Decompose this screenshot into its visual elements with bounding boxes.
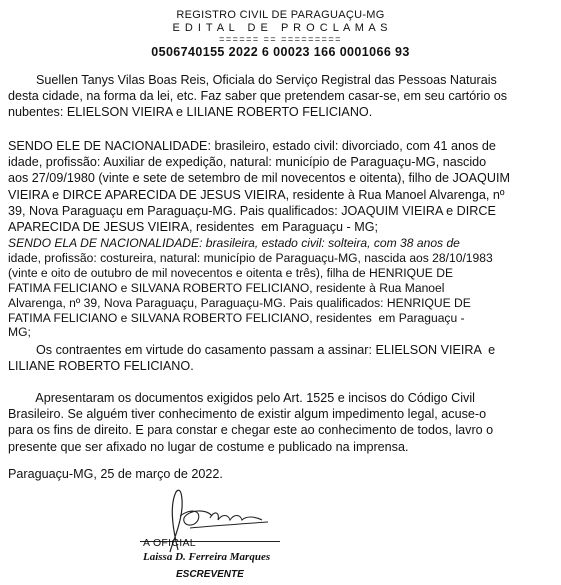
text-line: LILIANE ROBERTO FELICIANO. <box>8 359 194 374</box>
text-line: Suellen Tanys Vilas Boas Reis, Oficiala do Serviço Registral das Pessoas Naturais <box>8 73 497 87</box>
text-line: Alvarenga, nº 39, Nova Paraguaçu, Paraguaçu-MG. Pais qualificados: HENRIQUE DE <box>8 295 471 310</box>
text-line: desta cidade, na forma da lei, etc. Faz saber que pretendem casar-se, em seu cartório os <box>8 89 508 104</box>
text-line: aos 27/09/1980 (vinte e sete de setembro de mil novecentos e oitenta), filho de JOAQUIM <box>8 171 510 186</box>
text-line: SENDO ELA DE NACIONALIDADE: brasileira, estado civil: solteira, com 38 anos de <box>8 236 460 250</box>
text-line: Apresentaram os documentos exigidos pelo Art. 1525 e incisos do Código Civil <box>8 391 475 405</box>
signature-title: ESCREVENTE <box>176 569 244 580</box>
closing-paragraph <box>8 390 552 455</box>
text-line: idade, profissão: costureira, natural: município de Paraguaçu-MG, nascida aos 28/10/1983 <box>8 250 493 265</box>
signature-role: A OFICIAL <box>143 537 196 549</box>
date-line: Paraguaçu-MG, 25 de março de 2022. <box>8 467 223 481</box>
bride-paragraph <box>8 236 552 340</box>
text-line: APARECIDA DE JESUS VIEIRA, residentes em Paraguaçu - MG; <box>8 220 379 235</box>
text-line: MG; <box>8 325 31 340</box>
edital-title: E D I T A L D E P R O C L A M A S <box>172 22 389 34</box>
text-line: SENDO ELE DE NACIONALIDADE: brasileiro, estado civil: divorciado, com 41 anos de <box>8 139 496 153</box>
text-line: FATIMA FELICIANO e SILVANA ROBERTO FELICIANO, residente à Rua Manoel <box>8 280 445 295</box>
registry-title: REGISTRO CIVIL DE PARAGUAÇU-MG <box>176 9 385 21</box>
text-line: VIEIRA e DIRCE APARECIDA DE JESUS VIEIRA, residente à Rua Manoel Alvarenga, nº <box>8 187 505 202</box>
text-line: 39, Nova Paraguaçu em Paraguaçu-MG. Pais qualificados: JOAQUIM VIEIRA e DIRCE <box>8 203 496 218</box>
text-line: nubentes: ELIELSON VIEIRA e LILIANE ROBERTO FELICIANO. <box>8 105 373 120</box>
title-rule: ====== == ========= <box>219 34 342 44</box>
text-line: idade, profissão: Auxiliar de expedição, natural: município de Paraguaçu-MG, nascido <box>8 155 487 170</box>
signature-name: Laissa D. Ferreira Marques <box>143 551 271 563</box>
contract-paragraph <box>8 342 552 374</box>
text-line: FATIMA FELICIANO e SILVANA ROBERTO FELICIANO, residentes em Paraguaçu - <box>8 310 465 325</box>
text-line: presente que ser afixado no lugar de costume e publicado na imprensa. <box>8 439 409 454</box>
text-line: Brasileiro. Se alguém tiver conhecimento de existir algum impedimento legal, acuse-o <box>8 407 487 422</box>
text-line: para os fins de direito. E para constar e chegar este ao conhecimento de todos, lavro o <box>8 423 494 438</box>
intro-paragraph <box>8 72 552 121</box>
registration-code: 0506740155 2022 6 00023 166 0001066 93 <box>151 45 410 59</box>
text-line: (vinte e oito de outubro de mil novecentos e oitenta e três), filha de HENRIQUE DE <box>8 265 454 280</box>
text-line: Os contraentes em virtude do casamento passam a assinar: ELIELSON VIEIRA e <box>8 343 496 357</box>
groom-paragraph <box>8 138 552 235</box>
